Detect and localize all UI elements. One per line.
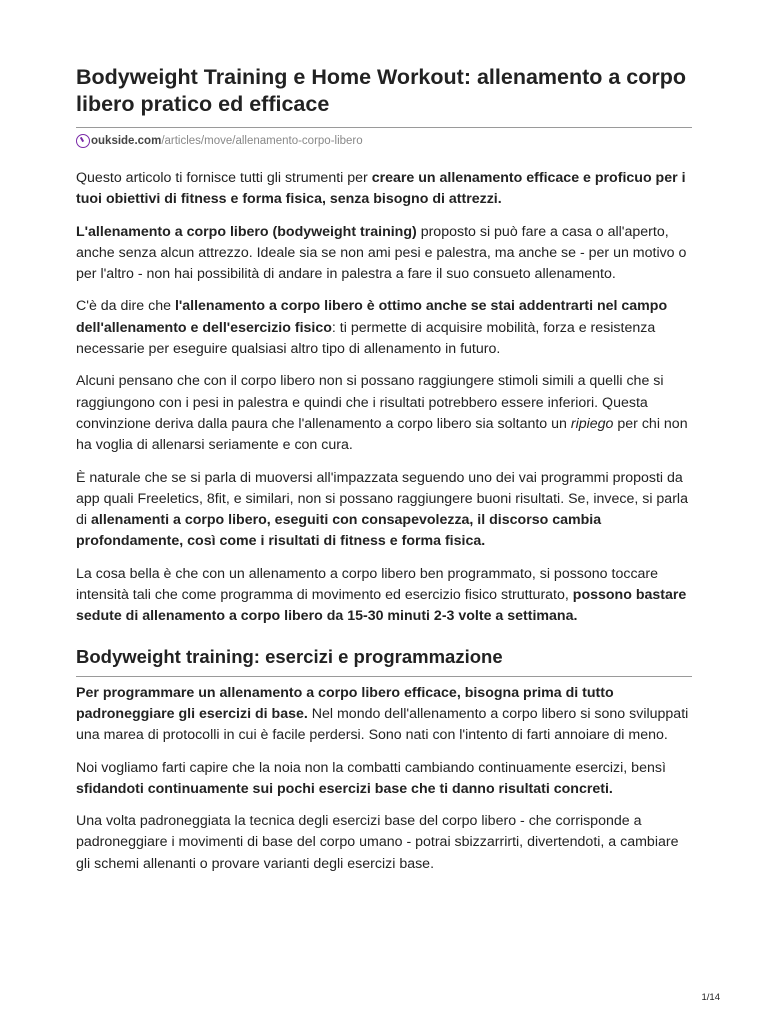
source-path: /articles/move/allenamento-corpo-libero [161,135,363,147]
paragraph-text: : ti permette di acquisire mobilità, forza e resistenza necessarie per eseguire qualsiasi altro tipo di allenamento in futuro. [76,319,656,358]
paragraph-text: Una volta padroneggiata la tecnica degli esercizi base del corpo libero - che corrisponde a padroneggiare i movimenti di base del corpo umano - potrai sbizzarrirti, divertendoti, a cambiare gli schemi allenanti o provare varianti degli esercizi base. [76,813,679,872]
paragraph-text: Alcuni pensano che con il corpo libero non si possano raggiungere stimoli simili a quelli che si raggiungono con i pesi in palestra e quindi che i risultati potrebbero essere inferiori. Questa convinzione deriva dalla paura che l'allenamento a corpo libero sia soltanto un [76,373,664,432]
paragraph-bold: creare un allenamento efficace e proficuo per i tuoi obiettivi di fitness e forma fisica, senza bisogno di attrezzi. [76,170,686,208]
paragraph-bold: l'allenamento a corpo libero è ottimo anche se stai addentrarti nel campo dell'allenamento e dell'esercizio fisico [76,298,668,336]
page-number: 1/14 [701,992,720,1003]
paragraph-variations [76,811,692,875]
paragraph-text: Questo articolo ti fornisce tutti gli strumenti per [76,170,372,186]
source-link[interactable] [76,134,692,148]
paragraph-bold: sfidandoti continuamente sui pochi esercizi base che ti danno risultati concreti. [76,780,613,797]
outside-logo-icon [76,134,90,148]
paragraph-frequency [76,564,692,628]
paragraph-apps [76,468,692,553]
article-title: Bodyweight Training e Home Workout: allenamento a corpo libero pratico ed efficace [76,65,687,116]
paragraph-bold: allenamenti a corpo libero, eseguiti con consapevolezza, il discorso cambia profondamente, così come i risultati di fitness e forma fisica. [76,512,602,550]
paragraph-italic: ripiego [570,415,614,432]
paragraph-text: La cosa bella è che con un allenamento a corpo libero ben programmato, si possono toccare intensità tali che come programma di movimento ed esercizio fisico strutturato, [76,565,659,604]
paragraph-bodyweight [76,222,692,286]
paragraph-text: Noi vogliamo farti capire che la noia non la combatti cambiando continuamente esercizi, bensì [76,759,666,776]
paragraph-text: Nel mondo dell'allenamento a corpo libero si sono sviluppati una marea di protocolli in cui è facile perdersi. Sono nati con l'intento di farti annoiare di meno. [76,705,689,744]
paragraph-programming [76,683,692,747]
source-domain: oukside.com [91,135,162,147]
paragraph-misconception [76,371,692,456]
paragraph-text: C'è da dire che [76,298,175,315]
paragraph-bold: Per programmare un allenamento a corpo libero efficace, bisogna prima di tutto padroneggiare gli esercizi di base. [76,684,614,722]
title-divider [76,127,692,128]
paragraph-bold: possono bastare sedute di allenamento a corpo libero da 15-30 minuti 2-3 volte a settimana. [76,587,687,625]
paragraph-bold: L'allenamento a corpo libero (bodyweight training) [76,223,417,240]
section-heading: Bodyweight training: esercizi e programmazione [76,645,503,667]
paragraph-text: per chi non ha voglia di allenarsi seriamente e con cura. [76,415,688,454]
section-divider [76,676,692,677]
paragraph-text: proposto si può fare a casa o all'aperto, anche senza alcun attrezzo. Ideale sia se non ami pesi e palestra, ma anche se - per un motivo o per l'altro - non hai possibilità di andare in palestra a fare il suo consueto allenamento. [76,223,687,283]
document-page [76,64,692,875]
paragraph-beginners [76,296,692,360]
paragraph-intro [76,168,692,211]
paragraph-text: È naturale che se si parla di muoversi all'impazzata seguendo uno dei vai programmi proposti da app quali Freeletics, 8fit, e similari, non si possano raggiungere buoni risultati. Se, invece, si parla di [76,469,688,529]
paragraph-boredom [76,758,692,801]
